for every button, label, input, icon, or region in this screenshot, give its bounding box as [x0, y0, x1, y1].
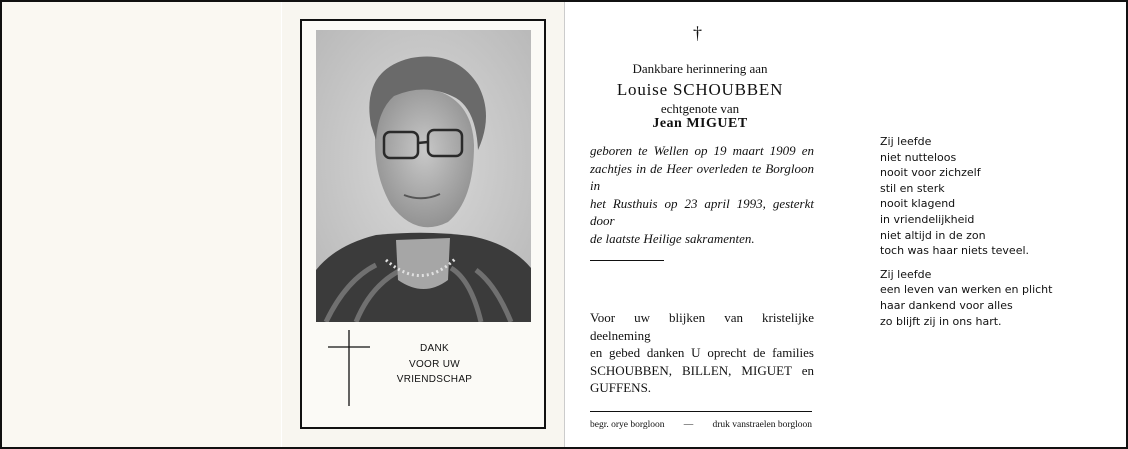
- poem-stanza-2: [880, 267, 1080, 329]
- poem-line: Zij leefde: [880, 267, 932, 281]
- thanks-line-1: Voor uw blijken van kristelijke deelneming: [590, 310, 814, 343]
- dank-heading: Dankbare herinnering aan: [632, 61, 768, 76]
- birth-death-text: [590, 142, 814, 247]
- birth-line-4: de laatste Heilige sakramenten.: [590, 230, 755, 246]
- bottom-rule: [590, 411, 812, 412]
- birth-line-1: geboren te Wellen op 19 maart 1909 en: [590, 143, 814, 158]
- spouse-name: Jean MIGUET: [652, 116, 748, 131]
- poem: [880, 134, 1080, 337]
- poem-line: nooit klagend: [880, 197, 956, 211]
- dank-text: [392, 341, 477, 388]
- printer-left: begr. orye borgloon: [590, 420, 665, 430]
- poem-line: zo blijft zij in ons hart.: [880, 314, 1002, 328]
- printer-credit: [590, 420, 812, 430]
- dank-line-3: VRIENDSCHAP: [396, 374, 473, 385]
- birth-line-2: zachtjes in de Heer overleden te Borgloon in: [590, 160, 814, 193]
- thanks-line-4: GUFFENS.: [590, 380, 652, 395]
- blank-left-page: [2, 2, 281, 447]
- poem-line: een leven van werken en plicht: [880, 283, 1053, 297]
- poem-line: nooit voor zichzelf: [880, 166, 981, 180]
- poem-line: in vriendelijkheid: [880, 212, 975, 226]
- poem-line: Zij leefde: [880, 135, 932, 148]
- dank-line-1: DANK: [420, 343, 449, 354]
- poem-line: haar dankend voor alles: [880, 298, 1013, 312]
- poem-line: niet nutteloos: [880, 150, 957, 164]
- poem-line: niet altijd in de zon: [880, 228, 986, 242]
- thanks-line-2: en gebed danken U oprecht de families: [590, 345, 814, 360]
- dank-line-2: VOOR UW: [409, 358, 460, 370]
- birth-line-3: het Rusthuis op 23 april 1993, gesterkt door: [590, 195, 814, 228]
- poem-stanza-1: [880, 134, 1080, 259]
- poem-line: toch was haar niets teveel.: [880, 244, 1030, 258]
- cross-icon: [328, 330, 370, 406]
- poem-line: stil en sterk: [880, 181, 945, 195]
- thanks-text: [590, 309, 814, 397]
- printer-right: druk vanstraelen borgloon: [712, 420, 812, 430]
- thanks-line-3: SCHOUBBEN, BILLEN, MIGUET en: [590, 362, 814, 378]
- spouse-label: echtgenote van: [660, 101, 740, 116]
- dagger-icon: †: [693, 23, 702, 43]
- printer-separator: —: [683, 420, 694, 430]
- short-divider: [590, 260, 664, 261]
- deceased-name: Louise SCHOUBBEN: [616, 80, 784, 99]
- portrait-photo: [316, 30, 531, 322]
